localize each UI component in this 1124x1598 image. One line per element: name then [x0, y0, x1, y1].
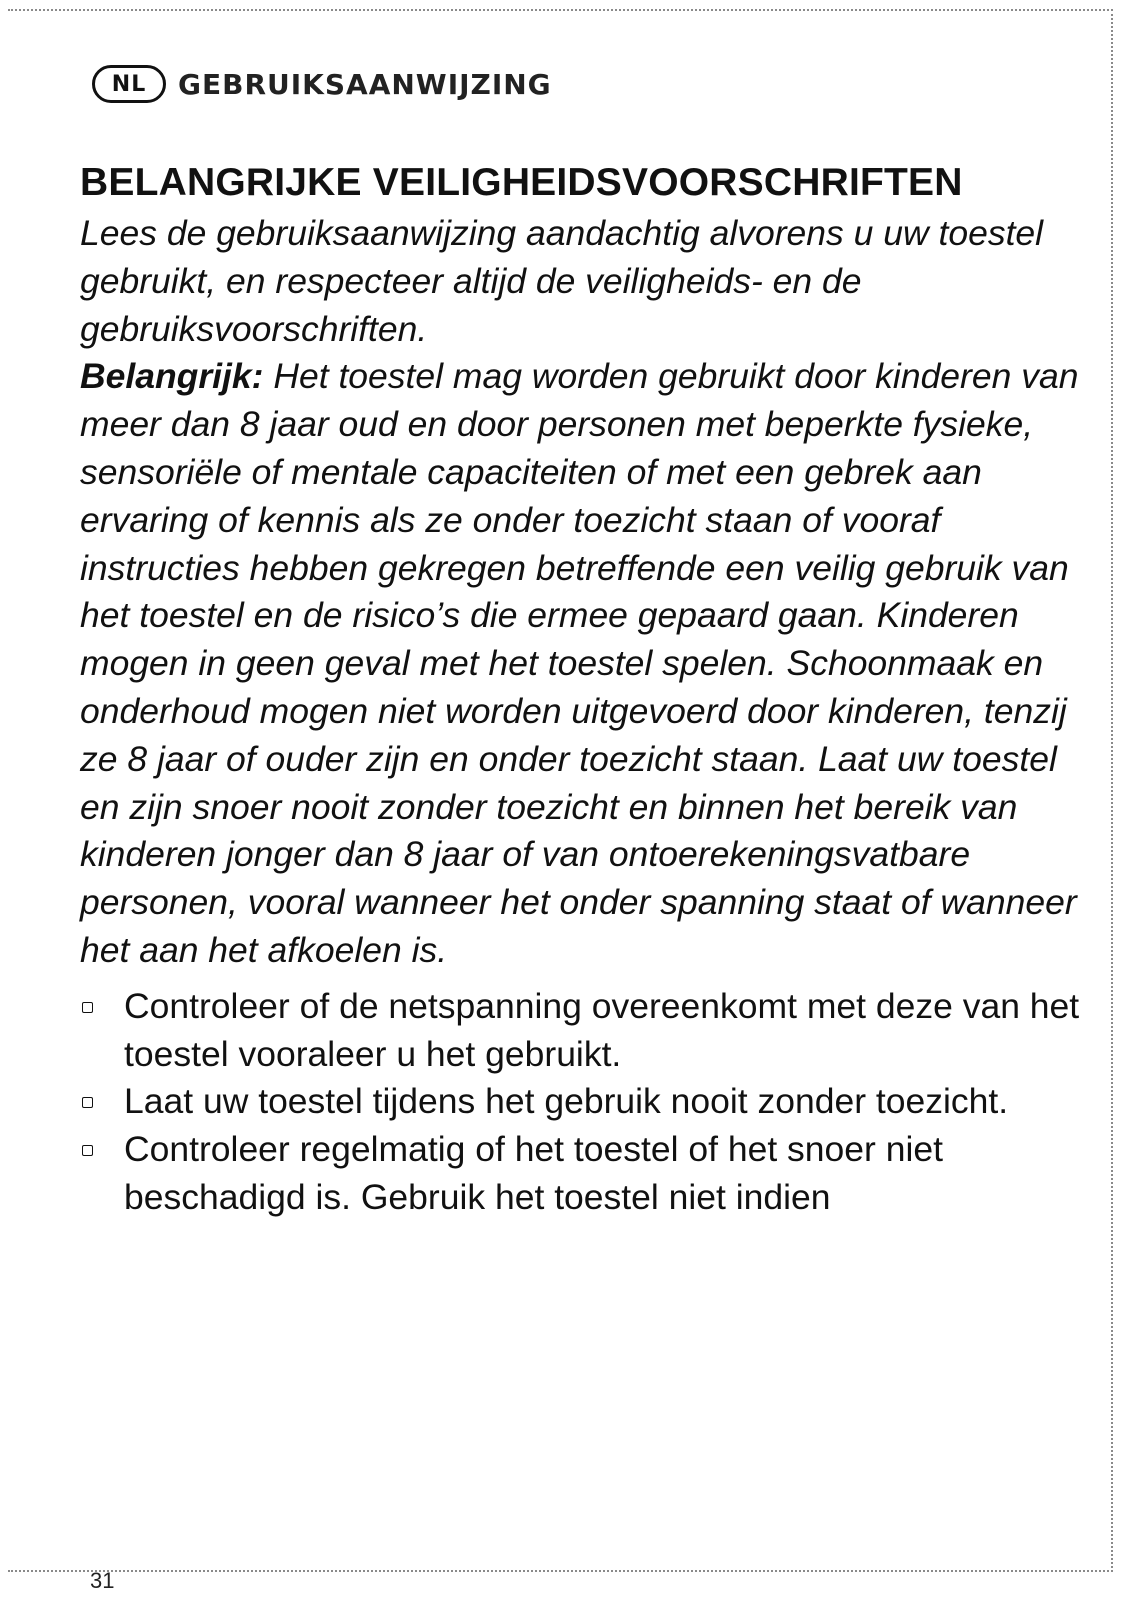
safety-section [80, 160, 1090, 1222]
checkbox-bullet-icon [82, 1002, 93, 1013]
important-paragraph [80, 353, 1090, 974]
checkbox-bullet-icon [82, 1145, 93, 1156]
language-header [92, 64, 552, 104]
important-label: Belangrijk: [80, 356, 264, 397]
list-item [80, 983, 1090, 1079]
important-text: Het toestel mag worden gebruikt door kinderen van meer dan 8 jaar oud en door personen met beperkte fysieke, sensoriële of mentale capaciteiten of met een gebrek aan ervaring of kennis als ze onder toezicht staan of vooraf instructies hebben gekregen betreffende een veilig gebruik van het toestel en de risico’s die ermee gepaard gaan. Kinderen mogen in geen geval met het toestel spelen. Schoonmaak en onderhoud mogen niet worden uitgevoerd door kinderen, tenzij ze 8 jaar of ouder zijn en onder toezicht staan. Laat uw toestel en zijn snoer nooit zonder toezicht en binnen het bereik van kinderen jonger dan 8 jaar of van ontoerekeningsvatbare personen, vooral wanneer het onder spanning staat of wanneer het aan het afkoelen is. [80, 356, 1079, 970]
manual-title: GEBRUIKSAANWIJZING [178, 67, 552, 101]
section-heading: BELANGRIJKE VEILIGHEIDSVOORSCHRIFTEN [80, 161, 963, 204]
checkbox-bullet-icon [82, 1097, 93, 1108]
page-number: 31 [90, 1568, 115, 1593]
list-item-text: Laat uw toestel tijdens het gebruik nooit zonder toezicht. [124, 1081, 1009, 1122]
language-badge: NL [92, 65, 166, 103]
list-item-text: Controleer regelmatig of het toestel of het snoer niet beschadigd is. Gebruik het toestel niet indien [124, 1129, 943, 1217]
list-item-text: Controleer of de netspanning overeenkomt met deze van het toestel vooraleer u het gebruikt. [124, 985, 1080, 1074]
list-item [80, 1078, 1090, 1126]
safety-list [80, 983, 1090, 1222]
intro-block [80, 210, 1090, 975]
intro-paragraph: Lees de gebruiksaanwijzing aandachtig alvorens u uw toestel gebruikt, en respecteer altijd de veiligheids- en de gebruiksvoorschriften. [80, 213, 1044, 349]
list-item [80, 1126, 1090, 1222]
